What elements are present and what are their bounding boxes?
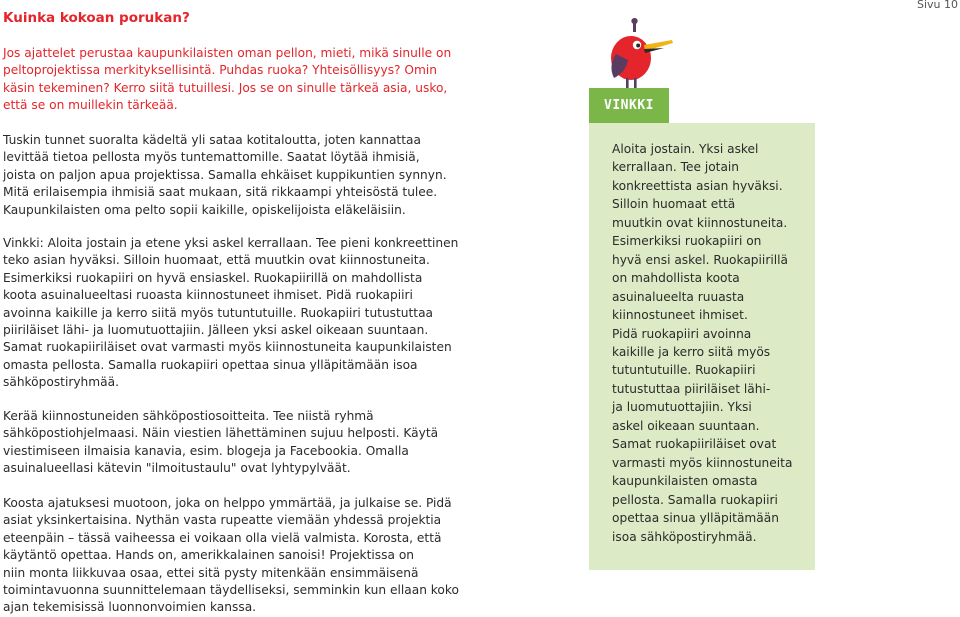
tip-line: kaupunkilaisten omasta (612, 474, 758, 489)
tip-line: opettaa sinua ylläpitämään (612, 511, 779, 526)
tip-line: Silloin huomaat että (612, 197, 736, 212)
text-line: sähköpostiryhmää. (3, 375, 119, 390)
intro-line: peltoprojektissa merkityksellisintä. Puhdas ruoka? Yhteisöllisyys? Omin (3, 63, 437, 78)
text-line: toimintavuonna suunnittelemaan täydelliseksi, semminkin kun ellaan koko (3, 583, 459, 598)
text-line: koota asuinalueeltasi ruoasta kiinnostuneet ihmiset. Pidä ruokapiiri (3, 288, 413, 303)
tip-line: Samat ruokapiiriläiset ovat (612, 437, 777, 452)
intro-line: Jos ajattelet perustaa kaupunkilaisten oman pellon, mieti, mikä sinulle on (3, 46, 452, 60)
intro-line: että se on muillekin tärkeää. (3, 98, 178, 113)
bird-icon (604, 18, 674, 90)
text-line: sähköpostiohjelmaasi. Näin viestien lähettäminen sujuu helposti. Käytä (3, 426, 439, 441)
tip-line: pellosta. Samalla ruokapiiri (612, 492, 778, 507)
text-line: Koosta ajatuksesi muotoon, joka on helppo ymmärtää, ja julkaise se. Pidä (3, 496, 452, 510)
tip-line: konkreettista asian hyväksi. (612, 178, 783, 193)
tip-line: Esimerkiksi ruokapiiri on (612, 234, 762, 249)
paragraph-5 (3, 495, 459, 617)
paragraph-4 (3, 408, 443, 478)
text-line: teko asian hyväksi. Silloin huomaat, että muutkin ovat kiinnostuneita. (3, 253, 430, 268)
text-line: niin monta liikkuvaa osaa, ettei sitä pysty mitenkään ensimmäisenä (3, 565, 419, 580)
text-line: omasta pellosta. Samalla ruokapiiri opettaa sinua ylläpitämään isoa (3, 357, 418, 372)
text-line: Kerää kiinnostuneiden sähköpostiosoitteita. Tee niistä ryhmä (3, 409, 374, 423)
text-line: avoinna kaikille ja kerro siitä myös tutuntutuille. Ruokapiiri tutustuttaa (3, 305, 434, 320)
text-line: viestimiseen ilmaisia kanavia, esim. blogeja ja Facebookia. Omalla (3, 443, 409, 458)
text-line: Samat ruokapiiriläiset ovat varmasti myös kiinnostuneita kaupunkilaisten (3, 340, 452, 355)
page-number: Sivu 10 (916, 0, 958, 11)
tip-line: ja luomutuottajiin. Yksi (612, 400, 752, 415)
intro-line: käsin tekeminen? Kerro siitä tutuillesi. Jos se on sinulle tärkeä asia, usko, (3, 80, 448, 95)
text-line: Esimerkiksi ruokapiiri on hyvä ensiaskel. Ruokapiirillä on mahdollista (3, 270, 423, 285)
tip-line: asuinalueelta ruuasta (612, 289, 745, 304)
text-line: levittää tietoa pellosta myös tuntemattomille. Saatat löytää ihmisiä, (3, 150, 420, 165)
tip-line: kerrallaan. Tee jotain (612, 160, 740, 175)
text-line: piiriläiset lähi- ja luomutuottajiin. Jälleen yksi askel oikeaan suuntaan. (3, 323, 429, 338)
tip-line: kiinnostuneet ihmiset. (612, 308, 748, 323)
text-line: joista on paljon apua projektissa. Samalla ehkäiset kuppikuntien synnyn. (3, 167, 447, 182)
tip-line: on mahdollista koota (612, 271, 740, 286)
paragraph-2 (3, 132, 447, 219)
text-line: asiat yksinkertaisina. Nythän vasta rupeatte viemään yhdessä projektia (3, 513, 442, 528)
text-line: Mitä erilaisempia ihmisiä saat mukaan, sitä rikkaampi yhteisöstä tulee. (3, 185, 438, 200)
tip-line: tutuntutuille. Ruokapiiri (612, 363, 756, 378)
tip-line: Aloita jostain. Yksi askel (612, 142, 759, 156)
tip-line: askel oikeaan suuntaan. (612, 418, 760, 433)
tip-line: isoa sähköpostiryhmää. (612, 529, 757, 544)
tip-line: tutustuttaa piiriläiset lähi- (612, 381, 771, 396)
page-title: Kuinka kokoan porukan? (3, 10, 190, 26)
tip-line: Pidä ruokapiiri avoinna (612, 326, 752, 341)
text-line: käytäntö opettaa. Hands on, amerikkalainen sanoisi! Projektissa on (3, 548, 414, 563)
text-line: ajan tekemisissä luonnonvoimien kanssa. (3, 600, 257, 615)
text-line: Vinkki: Aloita jostain ja etene yksi askel kerrallaan. Tee pieni konkreettinen (3, 236, 459, 250)
text-line: asuinalueellasi kätevin "ilmoitustaulu" ovat lyhtypylväät. (3, 461, 351, 476)
text-line: Kaupunkilaisten oma pelto sopii kaikille, opiskelijoista eläkeläisiin. (3, 202, 406, 217)
tip-label: VINKKI (589, 88, 669, 123)
text-line: Tuskin tunnet suoralta kädeltä yli sataa kotitaloutta, joten kannattaa (3, 133, 421, 147)
tip-line: muutkin ovat kiinnostuneita. (612, 215, 788, 230)
text-line: eteenpäin – tässä vaiheessa ei voikaan olla vielä valmista. Korosta, että (3, 530, 442, 545)
paragraph-3 (3, 235, 459, 392)
tip-line: hyvä ensi askel. Ruokapiirillä (612, 252, 788, 267)
tip-line: varmasti myös kiinnostuneita (612, 455, 793, 470)
tip-line: kaikille ja kerro siitä myös (612, 344, 771, 359)
intro-paragraph (3, 45, 452, 115)
tip-text (612, 140, 812, 546)
